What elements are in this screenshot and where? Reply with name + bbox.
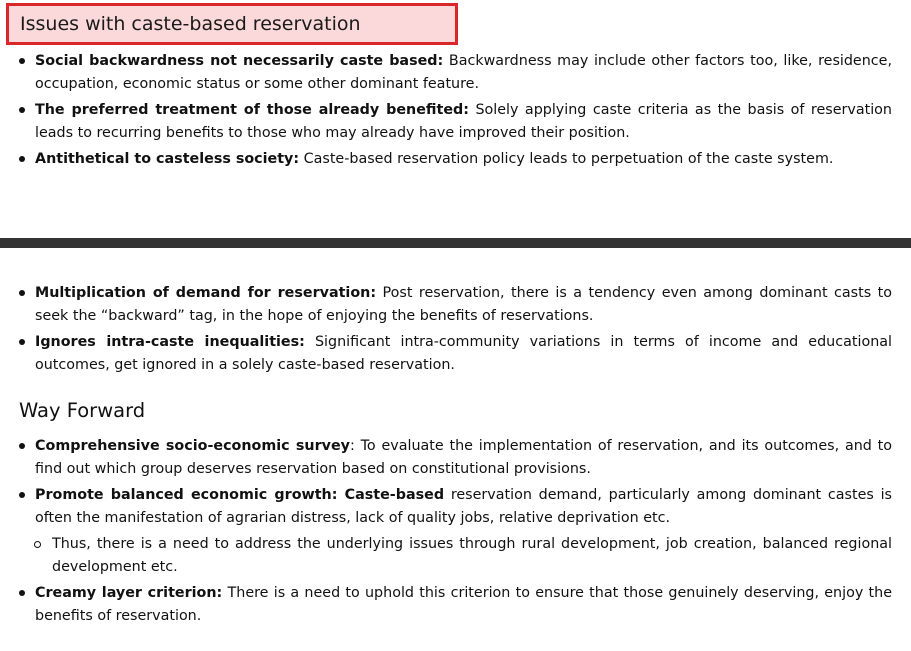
item-lead: Ignores intra-caste inequalities: xyxy=(35,334,305,350)
list-item xyxy=(0,582,911,627)
item-text: Significant intra-community variations in terms of income and educational outcomes, get ignored in a solely caste-based reservation. xyxy=(35,334,892,373)
item-lead: Creamy layer criterion: xyxy=(35,585,223,601)
sub-list-item xyxy=(0,533,911,578)
list-item xyxy=(0,148,911,171)
section-heading: Issues with caste-based reservation xyxy=(20,13,361,35)
list-item xyxy=(0,331,911,376)
item-text: : To evaluate the implementation of reservation, and its outcomes, and to find out which group deserves reservation based on constitutional provisions. xyxy=(35,438,893,477)
item-text: reservation demand, particularly among dominant castes is often the manifestation of agrarian distress, lack of quality jobs, relative deprivation etc. xyxy=(35,487,892,526)
item-lead: The preferred treatment of those already benefited: xyxy=(35,102,469,118)
section-heading-box xyxy=(6,3,458,45)
list-item xyxy=(0,50,911,95)
way-forward-title: Way Forward xyxy=(19,399,146,422)
list-item xyxy=(0,282,911,327)
list-item xyxy=(0,99,911,144)
item-text: There is a need to uphold this criterion to ensure that those genuinely deserving, enjoy the benefits of reservation. xyxy=(35,585,892,624)
item-lead: Antithetical to casteless society: xyxy=(35,151,300,167)
item-text: Caste-based reservation policy leads to perpetuation of the caste system. xyxy=(299,151,834,167)
issues-list xyxy=(0,50,911,175)
item-text: Backwardness may include other factors too, like, residence, occupation, economic status or some other dominant feature. xyxy=(35,53,892,92)
list-item xyxy=(0,484,911,529)
item-lead: Promote balanced economic growth: Caste-based xyxy=(35,487,445,503)
item-lead: Comprehensive socio-economic survey xyxy=(35,438,350,454)
item-text: Post reservation, there is a tendency even among dominant casts to seek the “backward” tag, in the hope of enjoying the benefits of reservations. xyxy=(35,285,892,324)
item-text: Thus, there is a need to address the underlying issues through rural development, job creation, balanced regional development etc. xyxy=(52,536,892,575)
page-divider xyxy=(0,238,911,248)
item-lead: Multiplication of demand for reservation: xyxy=(35,285,377,301)
item-text: Solely applying caste criteria as the basis of reservation leads to recurring benefits to those who may already have improved their position. xyxy=(35,102,892,141)
issues-list-continued xyxy=(0,282,911,380)
item-lead: Social backwardness not necessarily caste based: xyxy=(35,53,444,69)
way-forward-list xyxy=(0,435,911,631)
list-item xyxy=(0,435,911,480)
